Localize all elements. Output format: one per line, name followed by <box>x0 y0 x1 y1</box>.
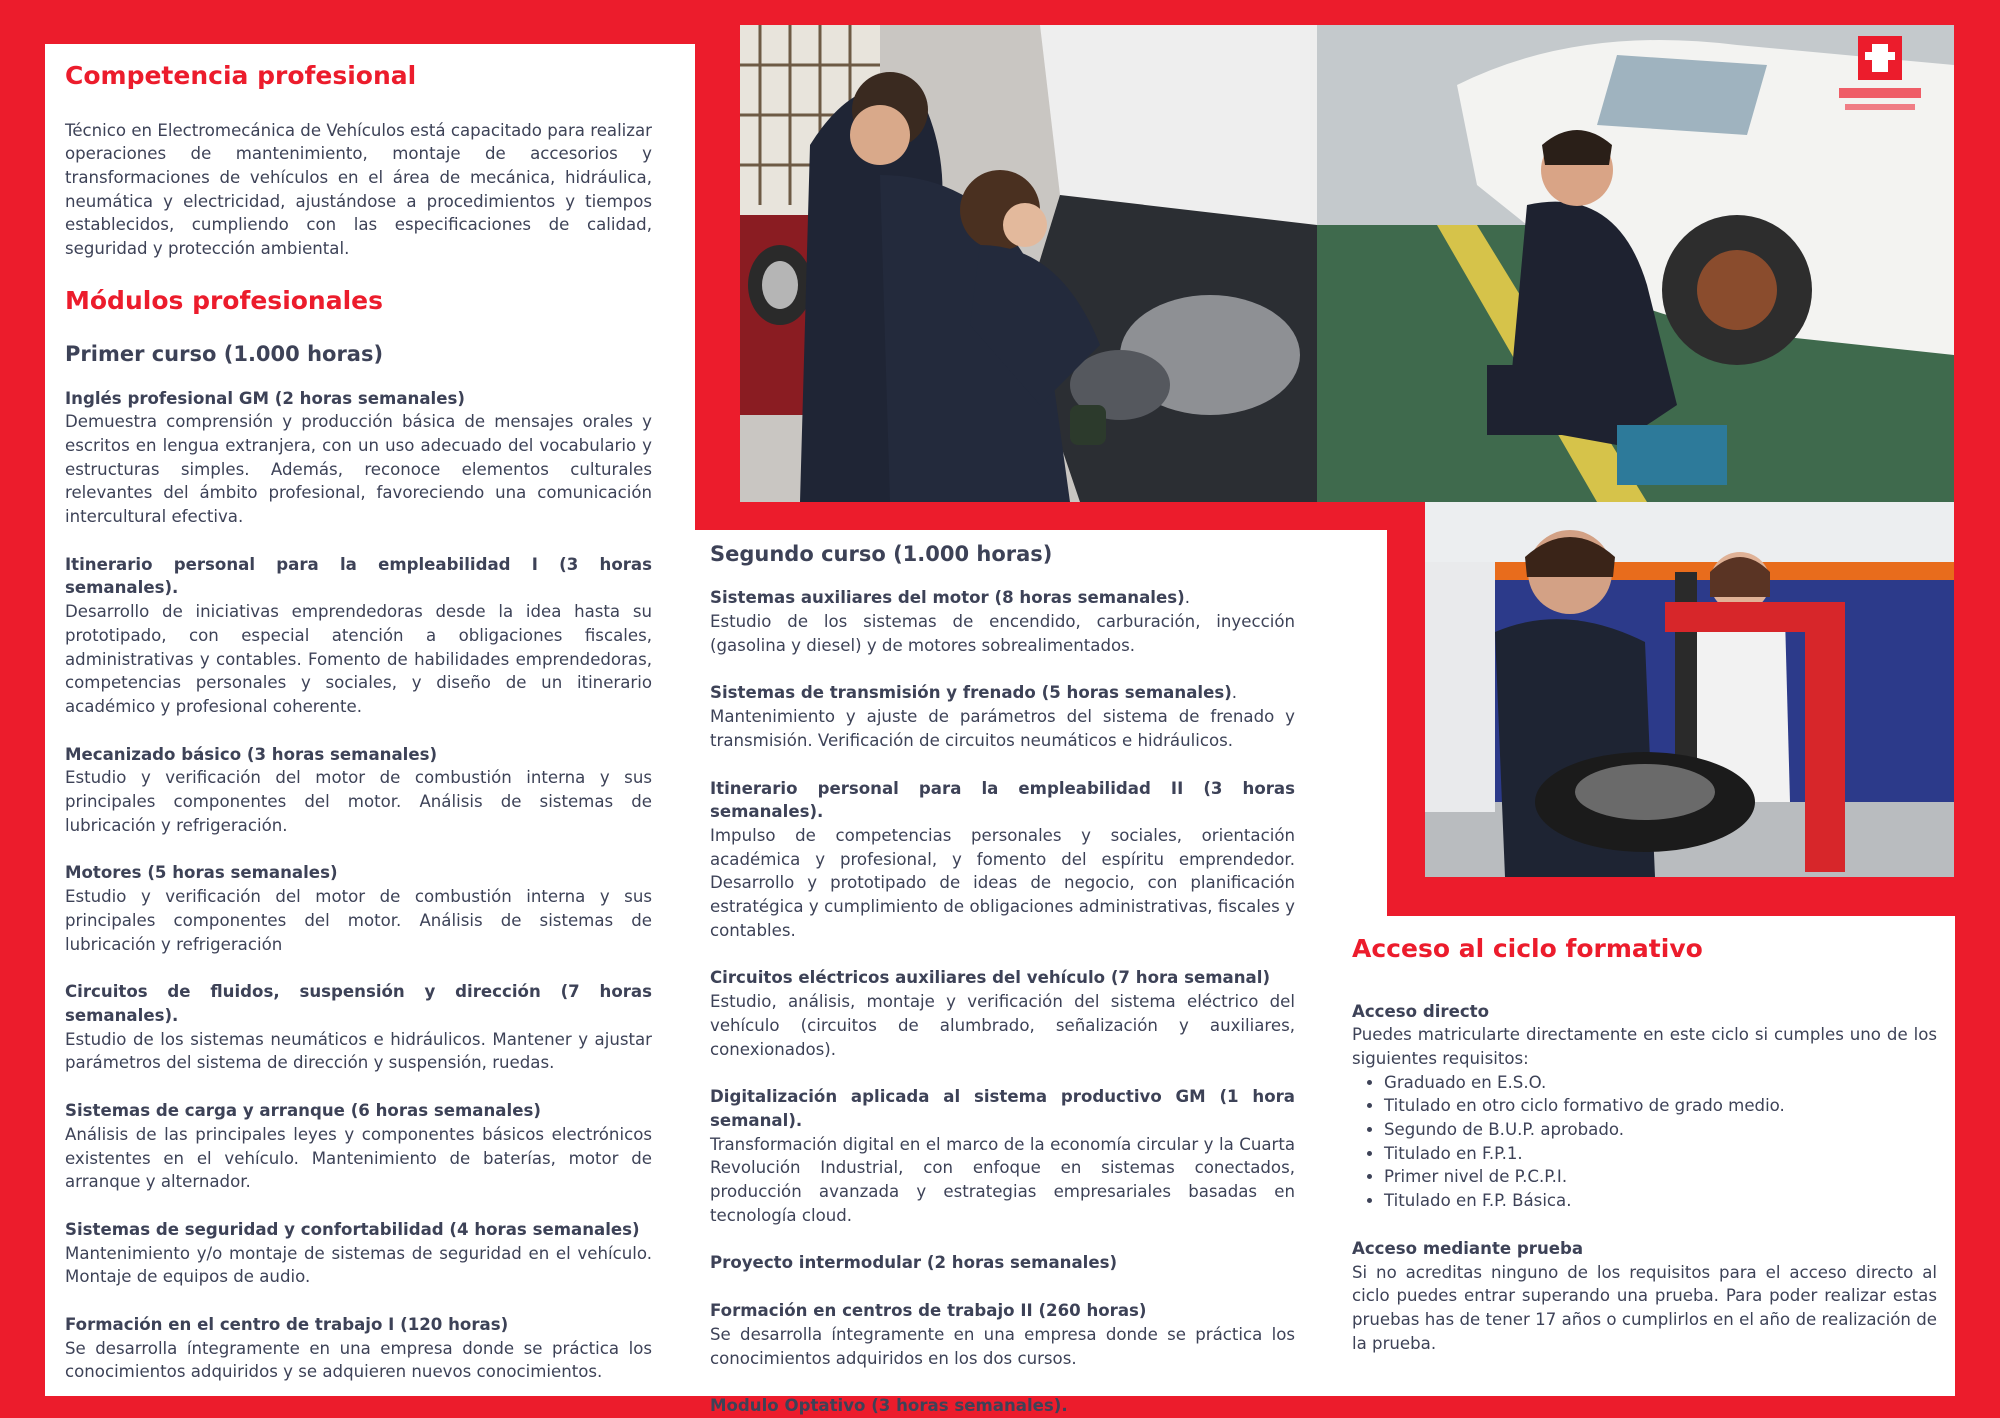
acceso-prueba-title: Acceso mediante prueba <box>1352 1238 1584 1258</box>
requisito-item: • Graduado en E.S.O. <box>1384 1071 1937 1095</box>
left-panel <box>45 44 695 1396</box>
acceso-prueba-text: Si no acreditas ninguno de los requisitos para el acceso directo al ciclo puedes entrar superando una prueba. Para poder realizar estas pruebas has de tener 17 años o cumplirlos en el año de realización de la prueba. <box>1352 1262 1937 1353</box>
module-description: Transformación digital en el marco de la economía circular y la Cuarta Revolución Industrial, con enfoque en sistemas conectados, producción avanzada y estrategias empresariales basadas en tecnología cloud. <box>710 1134 1295 1225</box>
module-name: Sistemas de seguridad y confortabilidad (4 horas semanales) <box>65 1219 640 1239</box>
middle-panel <box>695 530 1387 1416</box>
module-item <box>65 553 652 719</box>
module-description: Análisis de las principales leyes y componentes básicos electrónicos existentes en el vehículo. Mantenimiento de baterías, motor de arranque y alternador. <box>65 1124 652 1192</box>
module-name: Sistemas de transmisión y frenado (5 horas semanales). <box>710 683 1238 703</box>
requisitos-list <box>1352 1071 1937 1213</box>
primer-curso-list <box>65 387 652 1385</box>
module-name: Motores (5 horas semanales) <box>65 863 338 883</box>
module-item <box>710 966 1295 1061</box>
requisito-item: • Titulado en F.P. Básica. <box>1384 1189 1937 1213</box>
module-description: Se desarrolla íntegramente en una empresa donde se práctica los conocimientos adquiridos en los dos cursos. <box>710 1324 1295 1368</box>
module-description: Desarrollo de iniciativas emprendedoras desde la idea hasta su prototipado, con especial atención a obligaciones fiscales, administrativas y contables. Fomento de habilidades emprendedoras, competencias personales y sociales, y diseño de un itinerario académico y profesional coherente. <box>65 602 652 716</box>
module-description: Estudio, análisis, montaje y verificación del sistema eléctrico del vehículo (circuitos de alumbrado, señalización y auxiliares, conexionados). <box>710 992 1295 1059</box>
requisito-item: • Segundo de B.U.P. aprobado. <box>1384 1118 1937 1142</box>
module-item <box>65 1218 652 1289</box>
module-name: Formación en el centro de trabajo I (120 horas) <box>65 1315 509 1335</box>
module-name: Digitalización aplicada al sistema productivo GM (1 hora semanal). <box>710 1087 1295 1130</box>
module-description: Mantenimiento y ajuste de parámetros del sistema de frenado y transmisión. Verificación de circuitos neumáticos e hidráulicos. <box>710 707 1295 750</box>
requisito-item: • Titulado en otro ciclo formativo de grado medio. <box>1384 1094 1937 1118</box>
school-logo-icon <box>1835 36 1925 121</box>
module-description: Estudio de los sistemas de encendido, carburación, inyección (gasolina y diesel) y de motores sobrealimentados. <box>710 612 1295 655</box>
module-item <box>65 1099 652 1194</box>
module-item <box>710 1299 1295 1370</box>
module-item <box>65 1313 652 1384</box>
module-item <box>65 387 652 529</box>
module-item <box>710 681 1295 752</box>
module-description: Se desarrolla íntegramente en una empresa donde se práctica los conocimientos adquiridos y se adquieren nuevos conocimientos. <box>65 1338 652 1382</box>
module-item <box>65 743 652 838</box>
module-description: Estudio de los sistemas neumáticos e hidráulicos. Mantener y ajustar parámetros del sistema de dirección y suspensión, ruedas. <box>65 1029 652 1073</box>
module-item <box>710 1394 1295 1418</box>
competencia-text: Técnico en Electromecánica de Vehículos está capacitado para realizar operaciones de mantenimiento, montaje de accesorios y transformaciones de vehículos en el área de mecánica, hidráulica, neumática y electricidad, ajustándose a procedimientos y tiempos establecidos, cumpliendo con las especificaciones de calidad, seguridad y protección ambiental. <box>65 120 652 259</box>
module-name: Modulo Optativo (3 horas semanales). <box>710 1396 1068 1416</box>
module-item <box>65 861 652 956</box>
acceso-title: Acceso al ciclo formativo <box>1352 934 1703 963</box>
module-item <box>710 586 1295 657</box>
segundo-curso-list <box>710 586 1295 1418</box>
primer-curso-title: Primer curso (1.000 horas) <box>65 342 384 367</box>
module-name: Itinerario personal para la empleabilidad II (3 horas semanales). <box>710 778 1295 822</box>
module-name: Proyecto intermodular (2 horas semanales) <box>710 1253 1118 1273</box>
acceso-directo-text: Puedes matricularte directamente en este ciclo si cumples uno de los siguientes requisitos: <box>1352 1025 1937 1068</box>
module-item <box>65 980 652 1075</box>
photo-tire-changer <box>1425 502 1954 877</box>
module-name: Itinerario personal para la empleabilidad I (3 horas semanales). <box>65 554 652 598</box>
segundo-curso-title: Segundo curso (1.000 horas) <box>710 542 1053 566</box>
module-description: Estudio y verificación del motor de combustión interna y sus principales componentes del motor. Análisis de sistemas de lubricación y refrigeración. <box>65 768 652 835</box>
photo-engine-students <box>740 25 1317 502</box>
acceso-directo-title: Acceso directo <box>1352 1001 1489 1021</box>
module-name: Circuitos eléctricos auxiliares del vehículo (7 hora semanal) <box>710 968 1271 988</box>
requisito-item: • Titulado en F.P.1. <box>1384 1142 1937 1166</box>
module-description: Mantenimiento y/o montaje de sistemas de seguridad en el vehículo. Montaje de equipos de audio. <box>65 1243 652 1287</box>
module-item <box>710 1085 1295 1227</box>
module-name: Mecanizado básico (3 horas semanales) <box>65 744 438 764</box>
requisito-item: • Primer nivel de P.C.P.I. <box>1384 1165 1937 1189</box>
module-name: Sistemas auxiliares del motor (8 horas semanales). <box>710 588 1190 608</box>
module-item <box>710 1251 1295 1275</box>
competencia-title: Competencia profesional <box>65 61 417 90</box>
module-name: Inglés profesional GM (2 horas semanales) <box>65 388 465 408</box>
module-item <box>710 777 1295 943</box>
module-name: Sistemas de carga y arranque (6 horas semanales) <box>65 1101 541 1121</box>
module-name: Formación en centros de trabajo II (260 horas) <box>710 1301 1147 1321</box>
module-description: Estudio y verificación del motor de combustión interna y sus principales componentes del motor. Análisis de sistemas de lubricación y refrigeración <box>65 887 652 954</box>
module-description: Impulso de competencias personales y sociales, orientación académica y profesional, y fomento del espíritu emprendedor. Desarrollo y prototipado de ideas de negocio, con planificación estratégica y cumplimiento de obligaciones administrativas, fiscales y contables. <box>710 825 1295 940</box>
right-panel <box>1352 916 1955 1396</box>
module-description: Demuestra comprensión y producción básica de mensajes orales y escritos en lengua extranjera, con un uso adecuado del vocabulario y estructuras simples. Además, reconoce elementos culturales relevantes del ámbito profesional, favoreciendo una comunicación intercultural efectiva. <box>65 412 652 527</box>
modulos-title: Módulos profesionales <box>65 285 384 315</box>
module-name: Circuitos de fluidos, suspensión y dirección (7 horas semanales). <box>65 982 652 1025</box>
